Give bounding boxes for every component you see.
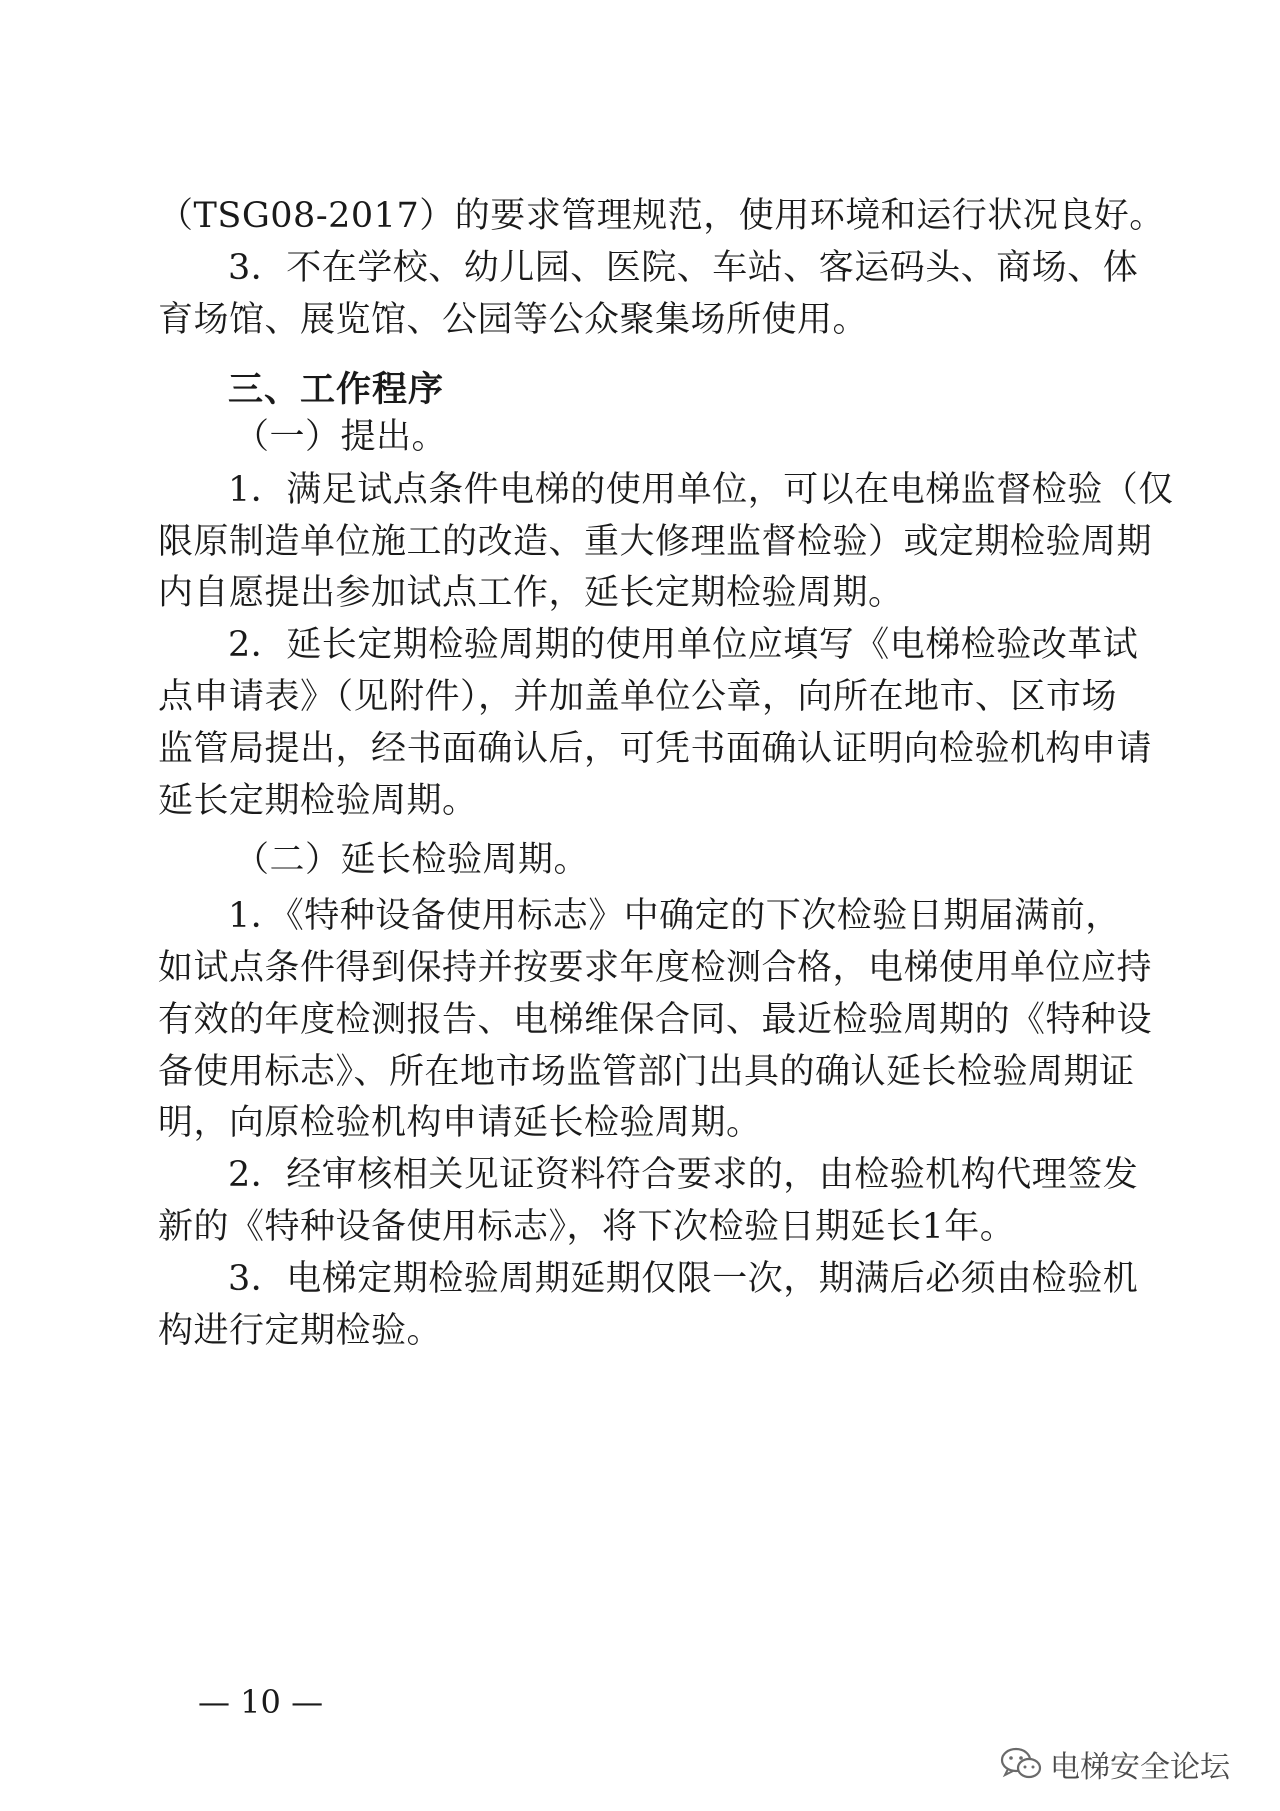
section-heading: 三、工作程序: [228, 370, 445, 410]
body-line: 3．不在学校、幼儿园、医院、车站、客运码头、商场、体: [228, 248, 1139, 288]
body-line: 2．延长定期检验周期的使用单位应填写《电梯检验改革试: [228, 625, 1139, 665]
body-line: 3．电梯定期检验周期延期仅限一次，期满后必须由检验机: [228, 1259, 1139, 1299]
body-line: 明，向原检验机构申请延长检验周期。: [158, 1103, 762, 1143]
body-line: 1．满足试点条件电梯的使用单位，可以在电梯监督检验（仅: [228, 470, 1174, 510]
body-line: 点申请表》（见附件），并加盖单位公章，向所在地市、区市场: [158, 677, 1118, 717]
body-line: 有效的年度检测报告、电梯维保合同、最近检验周期的《特种设: [158, 1000, 1153, 1040]
body-line: 新的《特种设备使用标志》，将下次检验日期延长1年。: [158, 1207, 1016, 1247]
body-line: 延长定期检验周期。: [158, 781, 478, 821]
watermark-text: 电梯安全论坛: [1050, 1750, 1230, 1785]
wechat-icon: [1000, 1746, 1042, 1782]
body-line: 2．经审核相关见证资料符合要求的，由检验机构代理签发: [228, 1155, 1139, 1195]
subsection-heading: （一）提出。: [234, 417, 448, 457]
body-line: 1．《特种设备使用标志》中确定的下次检验日期届满前，: [228, 896, 1121, 936]
body-line: 监管局提出，经书面确认后，可凭书面确认证明向检验机构申请: [158, 729, 1153, 769]
body-line: 限原制造单位施工的改造、重大修理监督检验）或定期检验周期: [158, 522, 1153, 562]
page-number: — 10 —: [198, 1683, 324, 1721]
body-line: 备使用标志》、所在地市场监管部门出具的确认延长检验周期证: [158, 1052, 1135, 1092]
body-line: 构进行定期检验。: [158, 1311, 443, 1351]
subsection-heading: （二）延长检验周期。: [234, 840, 590, 880]
body-line: 育场馆、展览馆、公园等公众聚集场所使用。: [158, 300, 869, 340]
body-line: （TSG08-2017）的要求管理规范，使用环境和运行状况良好。: [158, 196, 1165, 236]
watermark: [1000, 1742, 1230, 1786]
body-line: 内自愿提出参加试点工作，延长定期检验周期。: [158, 573, 904, 613]
body-line: 如试点条件得到保持并按要求年度检测合格，电梯使用单位应持: [158, 948, 1153, 988]
